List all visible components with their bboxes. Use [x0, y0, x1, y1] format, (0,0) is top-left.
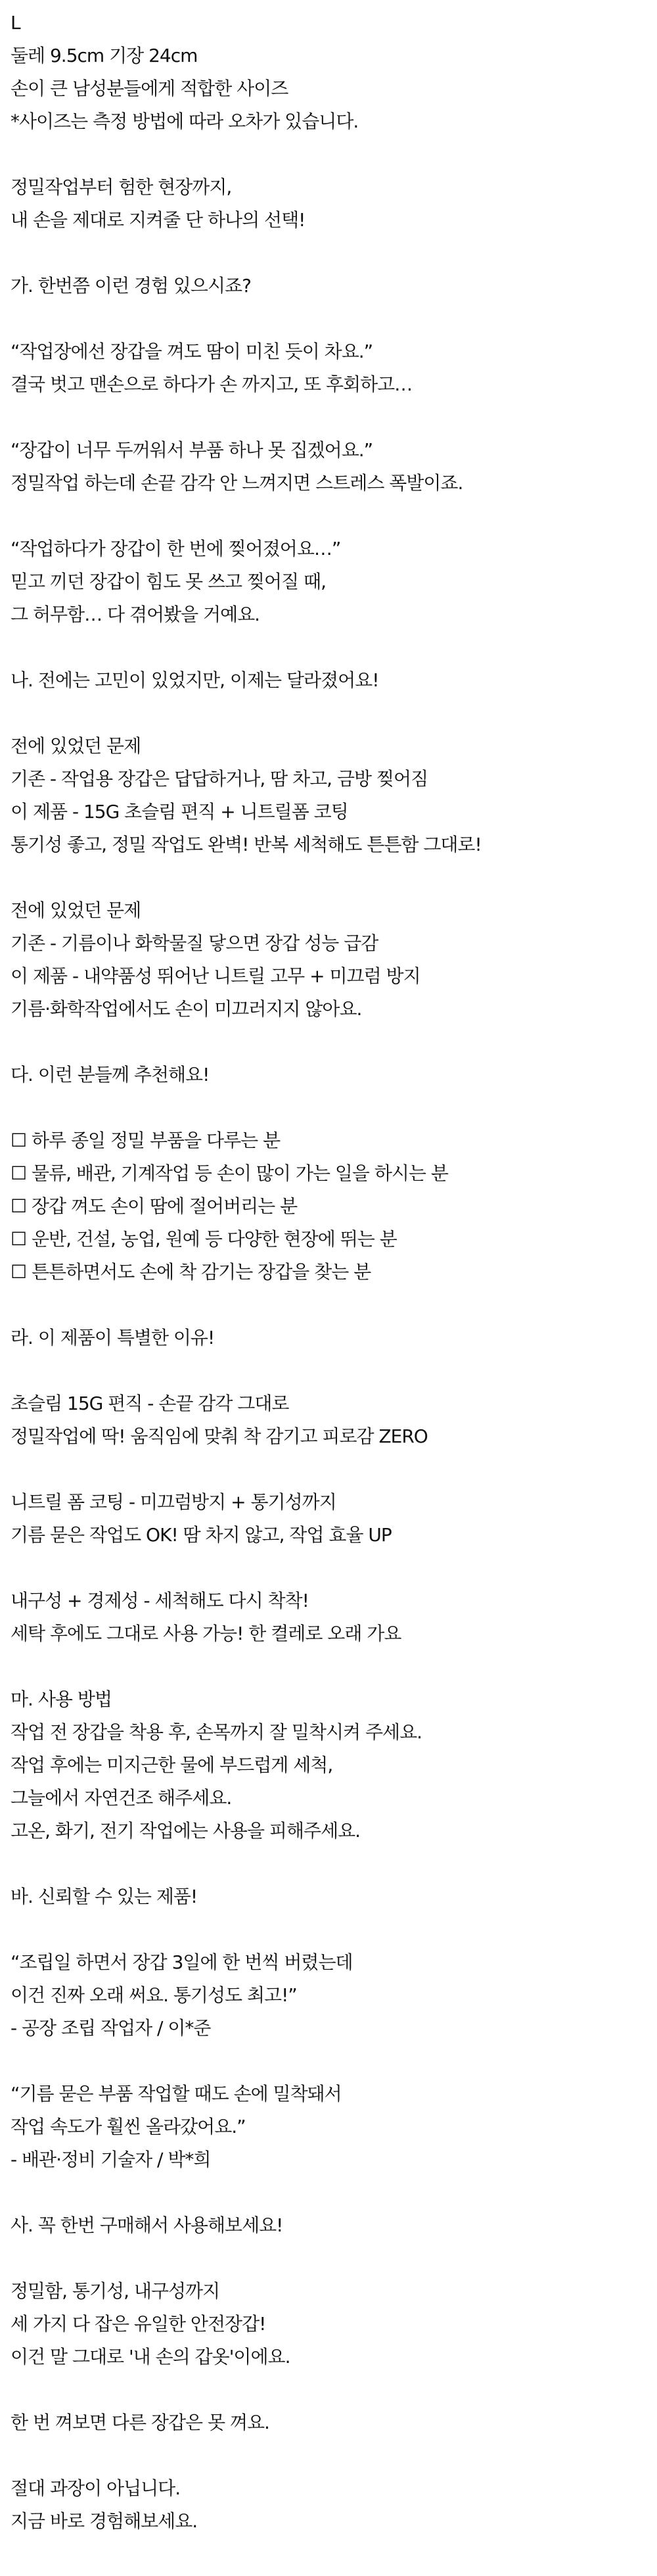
- summary-line: 세 가지 다 잡은 유일한 안전장갑!: [11, 2313, 266, 2335]
- quote-text: 믿고 끼던 장갑이 힘도 못 쓰고 찢어질 때,: [11, 571, 326, 592]
- summary-text: [11, 2275, 657, 2373]
- section-g-title: 사. 꼭 한번 구매해서 사용해보세요!: [11, 2214, 283, 2236]
- experience-quote: [11, 533, 657, 631]
- problem-benefit: 기름·화학작업에서도 손이 미끄러지지 않아요.: [11, 998, 362, 1020]
- summary-line: 정밀함, 통기성, 내구성까지: [11, 2280, 220, 2302]
- feature-reason: [11, 1486, 657, 1552]
- problem-before: 기존 - 작업용 장갑은 답답하거나, 땀 차고, 금방 찢어짐: [11, 768, 428, 790]
- section-d-title: 라. 이 제품이 특별한 이유!: [11, 1327, 215, 1348]
- feature-heading: 초슬림 15G 편직 - 손끝 감각 그대로: [11, 1393, 289, 1414]
- experience-quote: [11, 434, 657, 500]
- section-f-title: 바. 신뢰할 수 있는 제품!: [11, 1886, 198, 1907]
- recommendation-list: [11, 1124, 657, 1289]
- section-b-title: 나. 전에는 고민이 있었지만, 이제는 달라졌어요!: [11, 669, 379, 691]
- quote-text: 정밀작업 하는데 손끝 감각 안 느껴지면 스트레스 폭발이죠.: [11, 472, 463, 494]
- problem-after: 이 제품 - 15G 초슬림 편직 + 니트릴폼 코팅: [11, 801, 348, 823]
- size-dimensions: 둘레 9.5cm 기장 24cm: [11, 45, 198, 66]
- section-a-title: 가. 한번쯤 이런 경험 있으시죠?: [11, 275, 251, 297]
- problem-heading: 전에 있었던 문제: [11, 735, 141, 757]
- section-c-title: 다. 이런 분들께 추천해요!: [11, 1064, 210, 1085]
- quote-text: “작업장에선 장갑을 껴도 땀이 미친 듯이 차요.”: [11, 341, 373, 362]
- size-info: [11, 7, 657, 138]
- experience-quote: [11, 335, 657, 401]
- feature-detail: 정밀작업에 딱! 움직임에 맞춰 착 감기고 피로감 ZERO: [11, 1425, 428, 1447]
- intro-line: 정밀작업부터 험한 현장까지,: [11, 176, 232, 198]
- closing-line: 절대 과장이 아닙니다.: [11, 2477, 181, 2499]
- checklist-item: ☐ 튼튼하면서도 손에 착 감기는 장갑을 찾는 분: [11, 1261, 371, 1283]
- review-text: “조립일 하면서 장갑 3일에 한 번씩 버렸는데: [11, 1951, 353, 1973]
- usage-step: 작업 후에는 미지근한 물에 부드럽게 세척,: [11, 1754, 333, 1776]
- quote-text: “장갑이 너무 두꺼워서 부품 하나 못 집겠어요.”: [11, 439, 373, 461]
- customer-review: [11, 2078, 657, 2176]
- problem-before: 기존 - 기름이나 화학물질 닿으면 장갑 성능 급감: [11, 932, 378, 954]
- problem-heading: 전에 있었던 문제: [11, 899, 141, 921]
- size-disclaimer: *사이즈는 측정 방법에 따라 오차가 있습니다.: [11, 110, 359, 132]
- size-fit-note: 손이 큰 남성분들에게 적합한 사이즈: [11, 78, 288, 99]
- checklist-item: ☐ 장갑 껴도 손이 땀에 절어버리는 분: [11, 1195, 298, 1217]
- review-author: - 공장 조립 작업자 / 이*준: [11, 2017, 211, 2039]
- feature-detail: 기름 묻은 작업도 OK! 땀 차지 않고, 작업 효율 UP: [11, 1524, 392, 1546]
- feature-heading: 니트릴 폼 코팅 - 미끄럼방지 + 통기성까지: [11, 1491, 336, 1513]
- quote-text: 그 허무함… 다 겪어봤을 거예요.: [11, 604, 260, 625]
- review-author: - 배관·정비 기술자 / 박*희: [11, 2149, 211, 2170]
- usage-instructions: [11, 1683, 657, 1848]
- customer-review: [11, 1946, 657, 2045]
- checklist-item: ☐ 물류, 배관, 기계작업 등 손이 많이 가는 일을 하시는 분: [11, 1162, 448, 1184]
- closing-statement: 한 번 껴보면 다른 장갑은 못 껴요.: [11, 2412, 269, 2433]
- problem-comparison: [11, 894, 657, 1026]
- summary-line: 이건 말 그대로 '내 손의 갑옷'이에요.: [11, 2346, 290, 2368]
- usage-step: 작업 전 장갑을 착용 후, 손목까지 잘 밀착시켜 주세요.: [11, 1721, 422, 1743]
- feature-heading: 내구성 + 경제성 - 세척해도 다시 착착!: [11, 1590, 309, 1611]
- closing-call-to-action: [11, 2472, 657, 2538]
- feature-detail: 세탁 후에도 그대로 사용 가능! 한 켤레로 오래 가요: [11, 1623, 401, 1644]
- review-text: 이건 진짜 오래 써요. 통기성도 최고!”: [11, 1984, 297, 2006]
- feature-reason: [11, 1387, 657, 1453]
- usage-warning: 고온, 화기, 전기 작업에는 사용을 피해주세요.: [11, 1820, 361, 1842]
- feature-reason: [11, 1585, 657, 1650]
- size-label: L: [11, 12, 20, 34]
- review-text: “기름 묻은 부품 작업할 때도 손에 밀착돼서: [11, 2083, 342, 2105]
- intro-line: 내 손을 제대로 지켜줄 단 하나의 선택!: [11, 209, 306, 231]
- problem-benefit: 통기성 좋고, 정밀 작업도 완벽! 반복 세척해도 튼튼함 그대로!: [11, 834, 482, 855]
- checklist-item: ☐ 하루 종일 정밀 부품을 다루는 분: [11, 1130, 281, 1151]
- quote-text: 결국 벗고 맨손으로 하다가 손 까지고, 또 후회하고…: [11, 373, 413, 395]
- problem-comparison: [11, 730, 657, 861]
- review-text: 작업 속도가 훨씬 올라갔어요.”: [11, 2116, 246, 2137]
- section-e-title: 마. 사용 방법: [11, 1688, 112, 1710]
- intro-text: [11, 171, 657, 237]
- closing-line: 지금 바로 경험해보세요.: [11, 2510, 198, 2532]
- quote-text: “작업하다가 장갑이 한 번에 찢어졌어요…”: [11, 538, 341, 560]
- problem-after: 이 제품 - 내약품성 뛰어난 니트릴 고무 + 미끄럼 방지: [11, 965, 420, 987]
- checklist-item: ☐ 운반, 건설, 농업, 원예 등 다양한 현장에 뛰는 분: [11, 1228, 397, 1250]
- usage-step: 그늘에서 자연건조 해주세요.: [11, 1787, 232, 1809]
